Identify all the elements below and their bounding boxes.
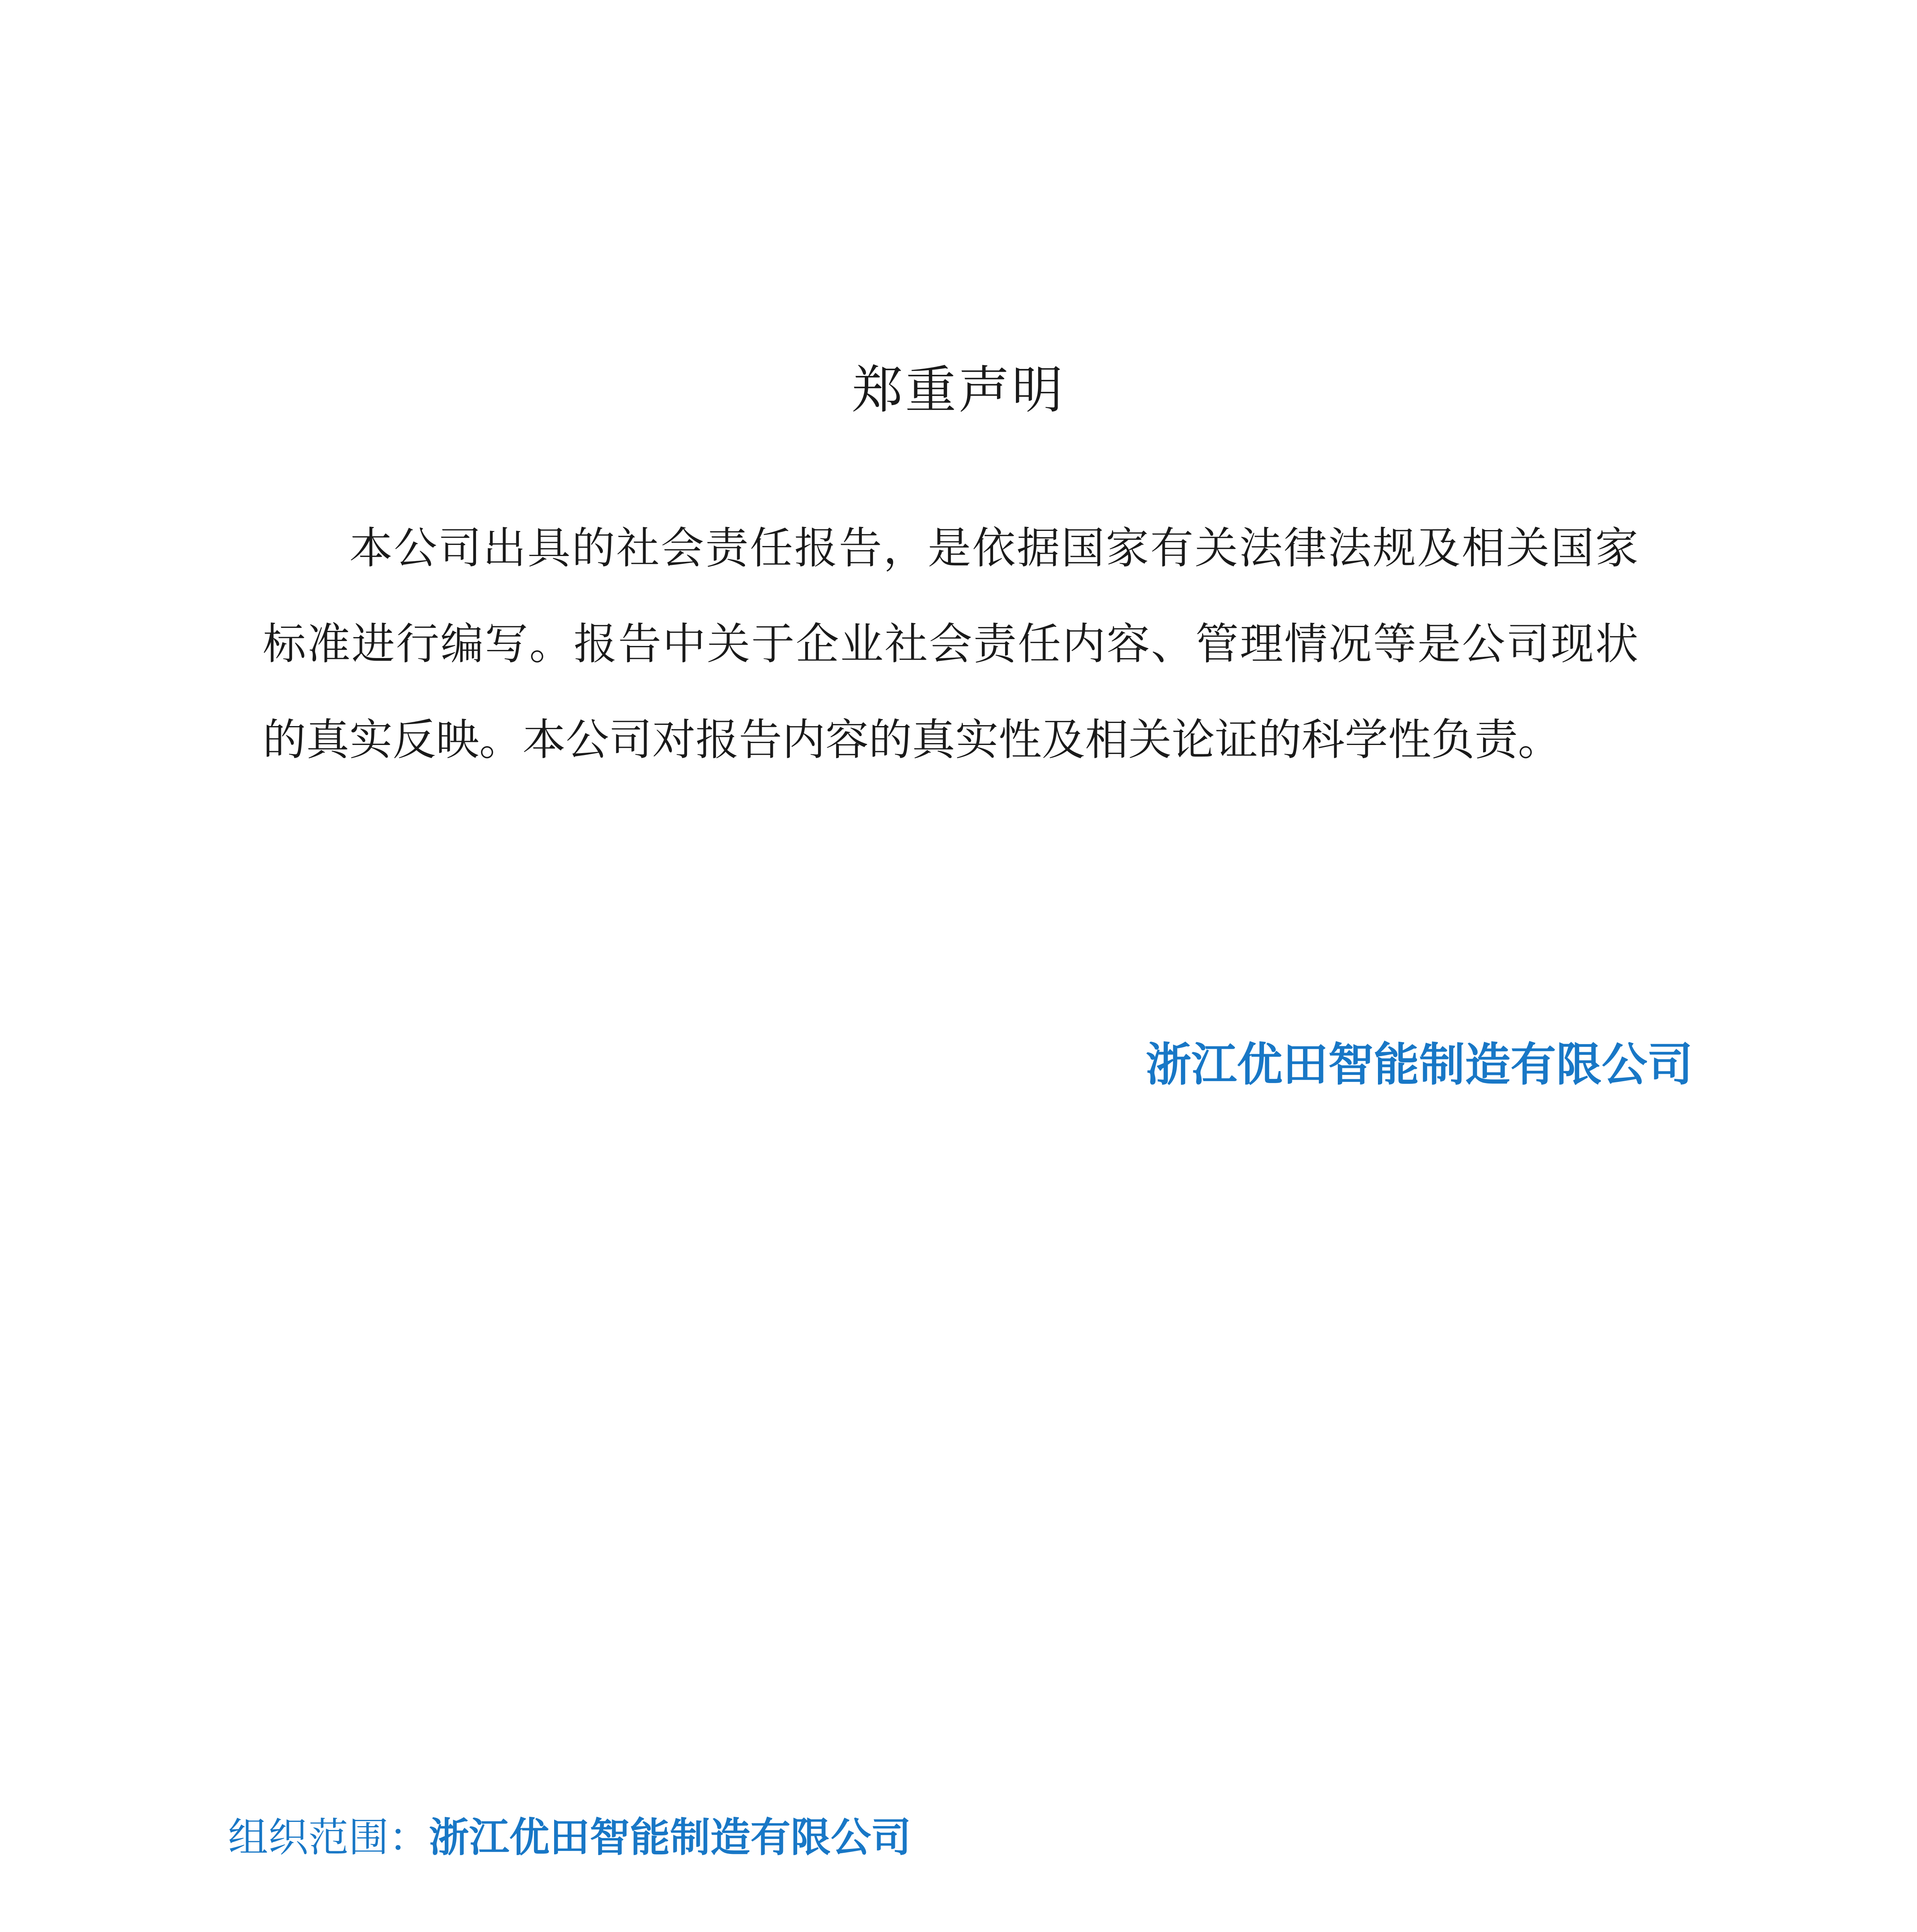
company-signature: 浙江优田智能制造有限公司	[1145, 1038, 1693, 1091]
declaration-title: 郑重声明	[852, 361, 1065, 420]
declaration-body: 本公司出具的社会责任报告，是依据国家有关法律法规及相关国家标准进行编写。报告中关于企业社会责任内容、管理情况等是公司现状的真实反映。本公司对报告内容的真实性及相关论证的科学性负责。	[263, 523, 1638, 765]
org-scope-line	[228, 1812, 911, 1862]
org-scope-value: 浙江优田智能制造有限公司	[429, 1814, 912, 1861]
org-scope-label: 组织范围：	[228, 1814, 429, 1861]
